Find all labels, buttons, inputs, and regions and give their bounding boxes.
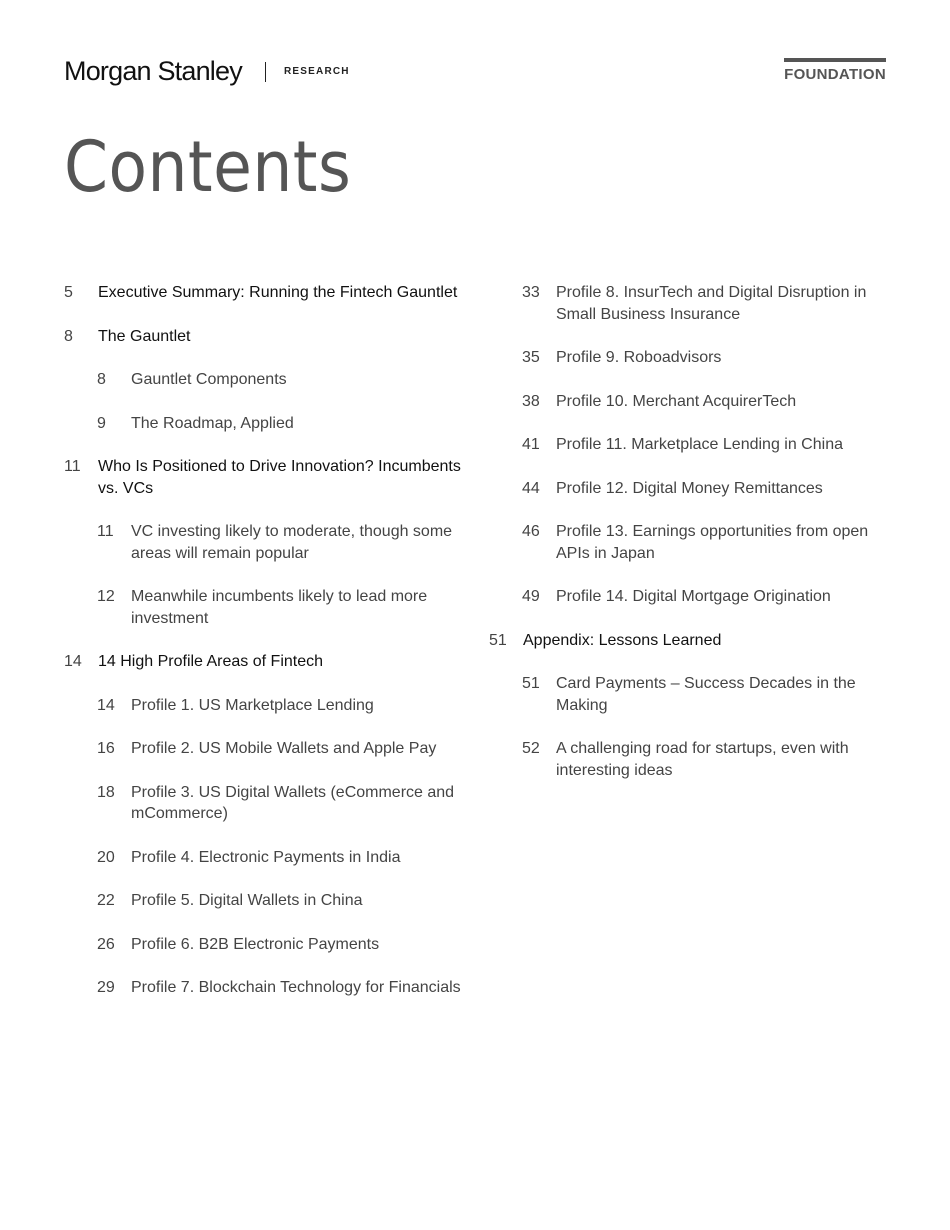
toc-entry[interactable] <box>64 934 464 956</box>
toc-page-number: 12 <box>97 588 115 605</box>
toc-page-number: 20 <box>97 848 115 866</box>
toc-entry-title: A challenging road for startups, even with interesting ideas <box>556 740 849 779</box>
toc-entry-title: Who Is Positioned to Drive Innovation? Incumbents vs. VCs <box>98 458 461 497</box>
brand-divider <box>265 62 266 82</box>
toc-page-number: 41 <box>522 436 540 453</box>
toc-page-number: 22 <box>97 892 115 909</box>
toc-entry-title: Profile 12. Digital Money Remittances <box>556 479 823 497</box>
toc-entry[interactable] <box>64 586 464 629</box>
page-title: Contents <box>64 126 352 208</box>
toc-entry[interactable] <box>489 391 889 413</box>
foundation-badge: FOUNDATION <box>784 58 886 83</box>
toc-entry[interactable] <box>489 673 889 716</box>
brand-logo: Morgan Stanley <box>64 56 242 86</box>
toc-entry[interactable] <box>64 977 464 999</box>
toc-entry[interactable] <box>64 651 464 673</box>
page-header <box>64 56 886 96</box>
toc-entry-title: Gauntlet Components <box>131 371 287 388</box>
toc-entry-title: Profile 1. US Marketplace Lending <box>131 696 374 714</box>
toc-page-number: 18 <box>97 783 115 801</box>
toc-entry-title: Profile 4. Electronic Payments in India <box>131 848 401 866</box>
toc-page-number: 35 <box>522 349 540 366</box>
toc-entry-title: Profile 13. Earnings opportunities from open APIs in Japan <box>556 523 869 562</box>
toc-page-number: 46 <box>522 523 540 540</box>
toc-entry-title: Profile 11. Marketplace Lending in China <box>556 436 843 453</box>
toc-entry-title: Profile 2. US Mobile Wallets and Apple Pay <box>131 740 437 757</box>
toc-page-number: 26 <box>97 935 115 953</box>
toc-entry[interactable] <box>489 586 889 608</box>
toc-page-number: 51 <box>522 675 540 692</box>
toc-entry-title: Appendix: Lessons Learned <box>523 631 722 649</box>
toc-page-number: 33 <box>522 284 540 301</box>
toc-entry[interactable] <box>64 695 464 717</box>
toc-entry[interactable] <box>64 890 464 912</box>
toc-entry-title: Meanwhile incumbents likely to lead more investment <box>131 588 428 627</box>
toc-entry-title: Profile 5. Digital Wallets in China <box>131 892 363 909</box>
toc-entry-title: VC investing likely to moderate, though some areas will remain popular <box>131 523 453 562</box>
toc-entry[interactable] <box>64 782 464 825</box>
toc-entry[interactable] <box>489 521 889 564</box>
toc-entry-title: Executive Summary: Running the Fintech Gauntlet <box>98 284 458 301</box>
toc-entry-title: Card Payments – Success Decades in the Making <box>556 675 856 714</box>
brand-subtitle: RESEARCH <box>284 66 350 77</box>
toc-entry[interactable] <box>64 413 464 435</box>
toc-entry[interactable] <box>64 847 464 869</box>
toc-entry[interactable] <box>489 630 889 652</box>
toc-entry[interactable] <box>489 347 889 369</box>
toc-entry-title: Profile 7. Blockchain Technology for Financials <box>131 979 461 996</box>
toc-entry-title: Profile 14. Digital Mortgage Origination <box>556 588 831 605</box>
toc-right-column <box>489 282 889 803</box>
toc-entry-title: 14 High Profile Areas of Fintech <box>98 653 324 670</box>
toc-entry-title: Profile 10. Merchant AcquirerTech <box>556 392 797 410</box>
toc-left-column <box>64 282 464 1021</box>
toc-entry-title: Profile 3. US Digital Wallets (eCommerce and mCommerce) <box>131 783 455 822</box>
toc-entry[interactable] <box>64 456 464 499</box>
toc-page-number: 38 <box>522 392 540 410</box>
toc-page-number: 14 <box>97 696 115 714</box>
toc-entry[interactable] <box>489 738 889 781</box>
toc-entry[interactable] <box>64 326 464 348</box>
toc-entry[interactable] <box>64 369 464 391</box>
toc-page-number: 11 <box>97 523 114 540</box>
toc-page-number: 49 <box>522 588 540 605</box>
toc-entry-title: Profile 8. InsurTech and Digital Disruption in Small Business Insurance <box>556 284 867 323</box>
toc-page-number: 9 <box>97 414 106 432</box>
toc-page-number: 11 <box>64 458 81 475</box>
toc-page-number: 29 <box>97 979 115 996</box>
toc-page-number: 51 <box>489 631 507 649</box>
toc-entry-title: Profile 6. B2B Electronic Payments <box>131 935 380 953</box>
toc-entry[interactable] <box>64 738 464 760</box>
toc-entry-title: The Roadmap, Applied <box>131 414 294 432</box>
toc-page-number: 44 <box>522 479 540 497</box>
toc-page-number: 8 <box>97 371 106 388</box>
toc-entry[interactable] <box>489 282 889 325</box>
toc-page-number: 16 <box>97 740 115 757</box>
toc-entry-title: The Gauntlet <box>98 327 191 345</box>
toc-page-number: 5 <box>64 284 73 301</box>
toc-entry[interactable] <box>64 282 464 304</box>
toc-page-number: 8 <box>64 327 73 345</box>
toc-entry-title: Profile 9. Roboadvisors <box>556 349 722 366</box>
toc-entry[interactable] <box>64 521 464 564</box>
toc-page-number: 14 <box>64 653 82 670</box>
toc-entry[interactable] <box>489 434 889 456</box>
toc-entry[interactable] <box>489 478 889 500</box>
toc-page-number: 52 <box>522 740 540 757</box>
